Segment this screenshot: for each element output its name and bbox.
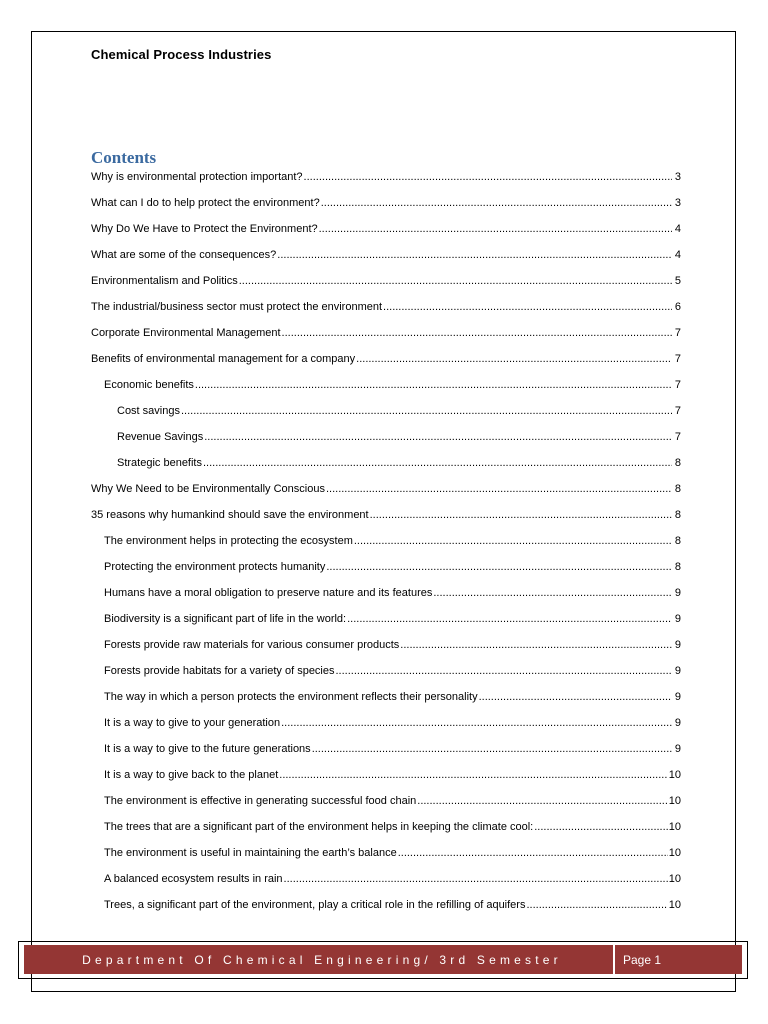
toc-dot-leader (326, 561, 672, 573)
toc-dot-leader (304, 171, 672, 183)
toc-entry-page-number: 5 (674, 275, 681, 287)
toc-entry[interactable] (91, 691, 681, 717)
toc-entry[interactable] (91, 561, 681, 587)
toc-entry-label: Why We Need to be Environmentally Conscious (91, 483, 325, 495)
toc-entry-page-number: 7 (674, 379, 681, 391)
toc-entry[interactable] (91, 223, 681, 249)
toc-entry-label: Humans have a moral obligation to preserve nature and its features (104, 587, 433, 599)
toc-entry[interactable] (91, 613, 681, 639)
toc-entry[interactable] (91, 899, 681, 925)
toc-entry-label: It is a way to give to the future generations (104, 743, 311, 755)
toc-entry-label: Strategic benefits (117, 457, 202, 469)
toc-entry-label: Environmentalism and Politics (91, 275, 238, 287)
toc-entry-label: Trees, a significant part of the environment, play a critical role in the refilling of aquifers (104, 899, 526, 911)
toc-entry-label: The environment is effective in generating successful food chain (104, 795, 417, 807)
toc-dot-leader (433, 587, 672, 599)
toc-entry-label: Corporate Environmental Management (91, 327, 281, 339)
toc-entry[interactable] (91, 587, 681, 613)
table-of-contents (91, 171, 681, 925)
toc-entry-label: Forests provide raw materials for various consumer products (104, 639, 400, 651)
toc-dot-leader (526, 899, 667, 911)
toc-entry[interactable] (91, 717, 681, 743)
footer-department-bar (24, 945, 620, 974)
toc-dot-leader (282, 327, 672, 339)
toc-entry-label: The trees that are a significant part of the environment helps in keeping the climate cool: (104, 821, 534, 833)
toc-entry[interactable] (91, 873, 681, 899)
toc-entry-page-number: 9 (674, 743, 681, 755)
toc-entry-page-number: 6 (674, 301, 681, 313)
toc-entry[interactable] (91, 639, 681, 665)
toc-entry[interactable] (91, 301, 681, 327)
toc-entry-page-number: 9 (674, 691, 681, 703)
toc-entry[interactable] (91, 535, 681, 561)
toc-entry-page-number: 3 (674, 197, 681, 209)
toc-dot-leader (319, 223, 672, 235)
toc-entry-page-number: 8 (674, 509, 681, 521)
toc-entry-page-number: 7 (674, 327, 681, 339)
toc-dot-leader (204, 431, 672, 443)
toc-dot-leader (203, 457, 672, 469)
toc-entry[interactable] (91, 769, 681, 795)
contents-heading: Contents (91, 148, 157, 167)
toc-entry-label: What can I do to help protect the environment? (91, 197, 320, 209)
toc-entry-page-number: 7 (674, 405, 681, 417)
toc-dot-leader (479, 691, 672, 703)
toc-entry-page-number: 10 (668, 847, 681, 859)
toc-entry-page-number: 9 (674, 613, 681, 625)
toc-entry-label: Cost savings (117, 405, 180, 417)
toc-dot-leader (279, 769, 667, 781)
toc-entry-label: A balanced ecosystem results in rain (104, 873, 283, 885)
toc-dot-leader (239, 275, 672, 287)
toc-entry[interactable] (91, 795, 681, 821)
toc-entry-label: The way in which a person protects the environment reflects their personality (104, 691, 478, 703)
toc-dot-leader (284, 873, 668, 885)
toc-dot-leader (354, 535, 672, 547)
footer-department-text: Department Of Chemical Engineering/ 3rd Semester (82, 952, 562, 967)
toc-entry-label: What are some of the consequences? (91, 249, 277, 261)
toc-entry[interactable] (91, 743, 681, 769)
toc-entry-label: 35 reasons why humankind should save the environment (91, 509, 369, 521)
toc-dot-leader (398, 847, 668, 859)
toc-entry[interactable] (91, 353, 681, 379)
toc-entry[interactable] (91, 327, 681, 353)
toc-entry-page-number: 8 (674, 535, 681, 547)
toc-entry[interactable] (91, 509, 681, 535)
toc-entry-page-number: 10 (668, 821, 681, 833)
toc-entry-label: The industrial/business sector must protect the environment (91, 301, 383, 313)
toc-dot-leader (277, 249, 672, 261)
toc-dot-leader (281, 717, 672, 729)
toc-entry-page-number: 4 (674, 249, 681, 261)
toc-entry-page-number: 7 (674, 431, 681, 443)
toc-dot-leader (356, 353, 672, 365)
toc-dot-leader (534, 821, 668, 833)
toc-entry[interactable] (91, 249, 681, 275)
toc-entry-page-number: 8 (674, 561, 681, 573)
toc-entry[interactable] (91, 483, 681, 509)
toc-dot-leader (383, 301, 672, 313)
toc-dot-leader (417, 795, 667, 807)
toc-dot-leader (326, 483, 672, 495)
toc-entry-page-number: 3 (674, 171, 681, 183)
toc-entry[interactable] (91, 379, 681, 405)
toc-dot-leader (347, 613, 672, 625)
toc-entry-label: Benefits of environmental management for a company (91, 353, 356, 365)
toc-entry[interactable] (91, 405, 681, 431)
toc-entry-page-number: 10 (668, 795, 681, 807)
toc-entry-label: Biodiversity is a significant part of life in the world: (104, 613, 347, 625)
toc-entry-label: The environment is useful in maintaining the earth’s balance (104, 847, 397, 859)
footer-page-number (613, 945, 742, 974)
toc-entry-page-number: 10 (668, 873, 681, 885)
toc-entry-page-number: 9 (674, 665, 681, 677)
toc-dot-leader (370, 509, 672, 521)
toc-entry[interactable] (91, 457, 681, 483)
toc-entry-label: Protecting the environment protects humanity (104, 561, 326, 573)
toc-dot-leader (195, 379, 672, 391)
toc-dot-leader (321, 197, 672, 209)
toc-dot-leader (312, 743, 672, 755)
toc-entry[interactable] (91, 431, 681, 457)
toc-dot-leader (336, 665, 673, 677)
toc-entry-page-number: 9 (674, 587, 681, 599)
toc-entry-label: It is a way to give to your generation (104, 717, 281, 729)
toc-entry[interactable] (91, 275, 681, 301)
toc-entry-page-number: 9 (674, 639, 681, 651)
toc-entry-label: The environment helps in protecting the ecosystem (104, 535, 353, 547)
toc-entry[interactable] (91, 847, 681, 873)
document-header-title: Chemical Process Industries (91, 47, 272, 62)
toc-entry-page-number: 10 (668, 769, 681, 781)
toc-entry-label: Economic benefits (104, 379, 194, 391)
footer-page-label: Page 1 (623, 952, 662, 967)
toc-entry[interactable] (91, 197, 681, 223)
toc-entry-page-number: 9 (674, 717, 681, 729)
toc-entry[interactable] (91, 665, 681, 691)
toc-entry-label: Forests provide habitats for a variety of species (104, 665, 335, 677)
toc-entry[interactable] (91, 821, 681, 847)
toc-entry-page-number: 8 (674, 457, 681, 469)
toc-entry-page-number: 4 (674, 223, 681, 235)
toc-dot-leader (400, 639, 672, 651)
toc-entry-label: Revenue Savings (117, 431, 204, 443)
toc-entry-label: Why Do We Have to Protect the Environment? (91, 223, 318, 235)
toc-entry-label: Why is environmental protection important? (91, 171, 303, 183)
toc-entry-page-number: 10 (668, 899, 681, 911)
toc-dot-leader (181, 405, 672, 417)
toc-entry-label: It is a way to give back to the planet (104, 769, 279, 781)
toc-entry-page-number: 8 (674, 483, 681, 495)
toc-entry-page-number: 7 (674, 353, 681, 365)
toc-entry[interactable] (91, 171, 681, 197)
